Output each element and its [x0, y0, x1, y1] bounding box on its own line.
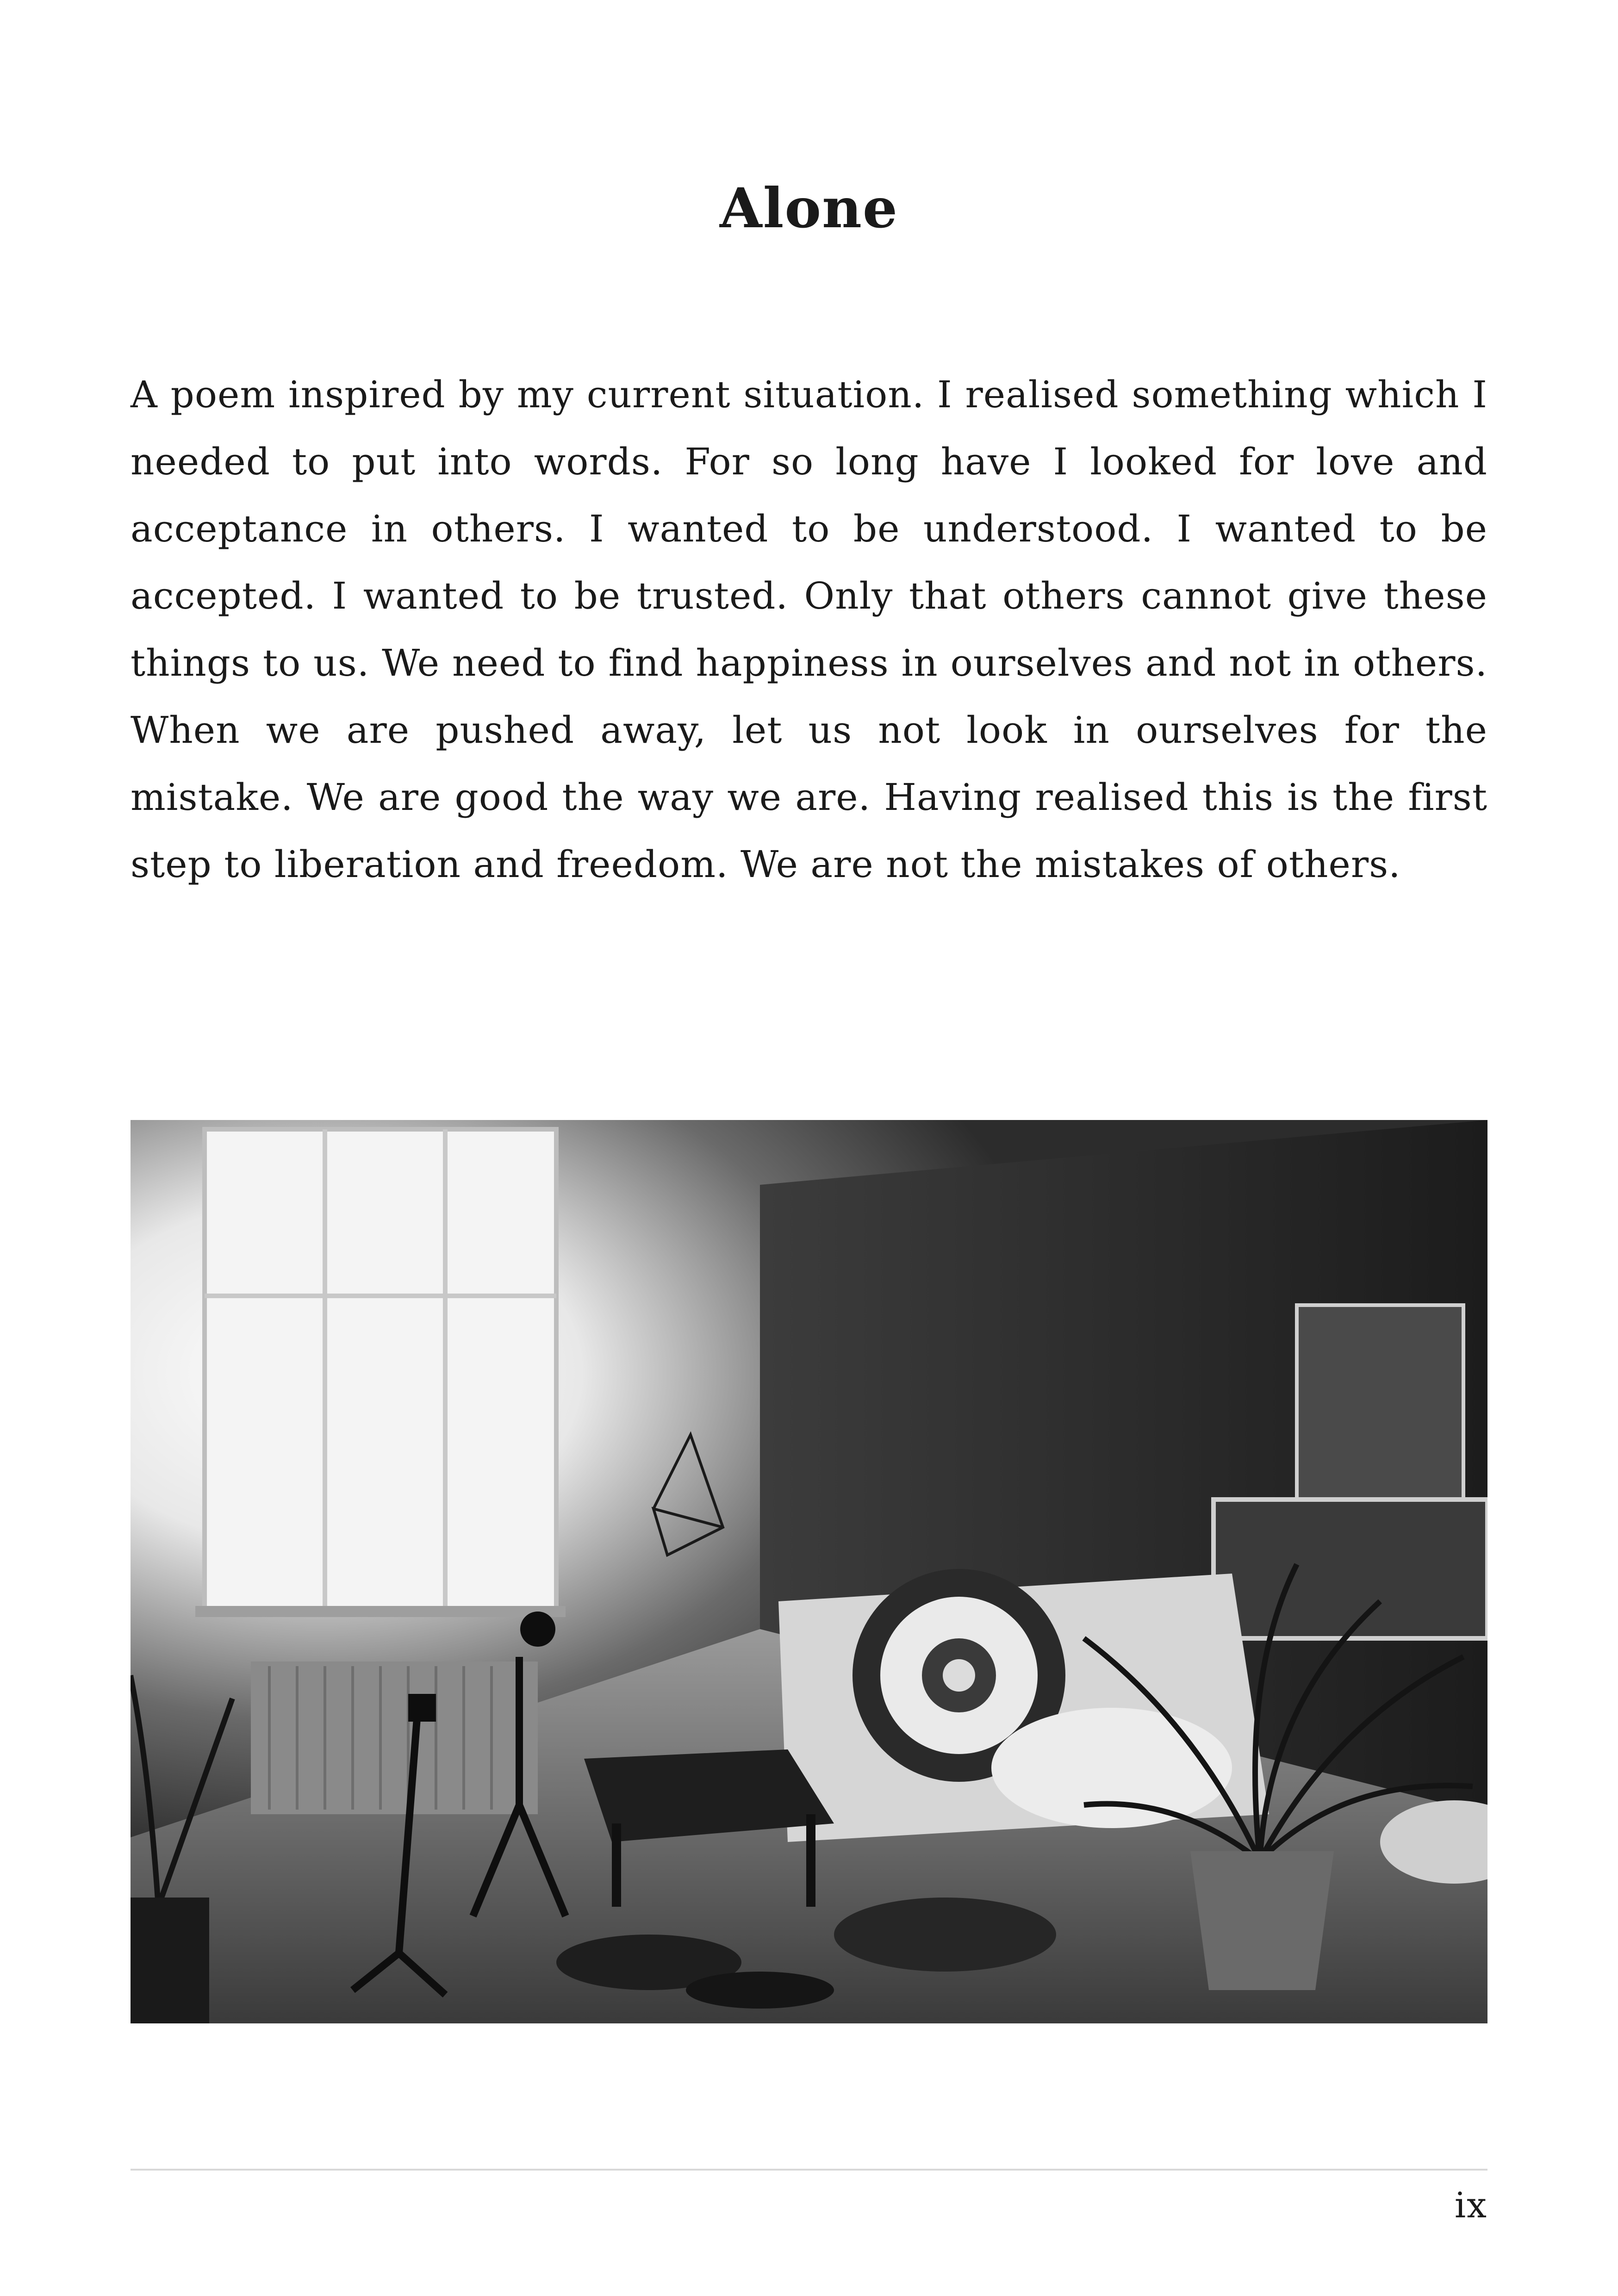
room-photograph — [131, 1120, 1487, 2023]
page-number: ix — [1454, 2184, 1487, 2226]
intro-paragraph: A poem inspired by my current situation. I realised something which I needed to put into words. For so long have I looked for love and acceptance in others. I wanted to be understood. I wanted to be accepted. I wanted to be trusted. Only that others cannot give these things to us. We need to find happiness in ourselves and not in others. When we are pushed away, let us not look in ourselves for the mistake. We are good the way we are. Having realised this is the first step to liberation and freedom. We are not the mistakes of others. — [131, 373, 1487, 886]
footer-rule — [131, 2169, 1487, 2171]
page-title: Alone — [720, 176, 898, 240]
